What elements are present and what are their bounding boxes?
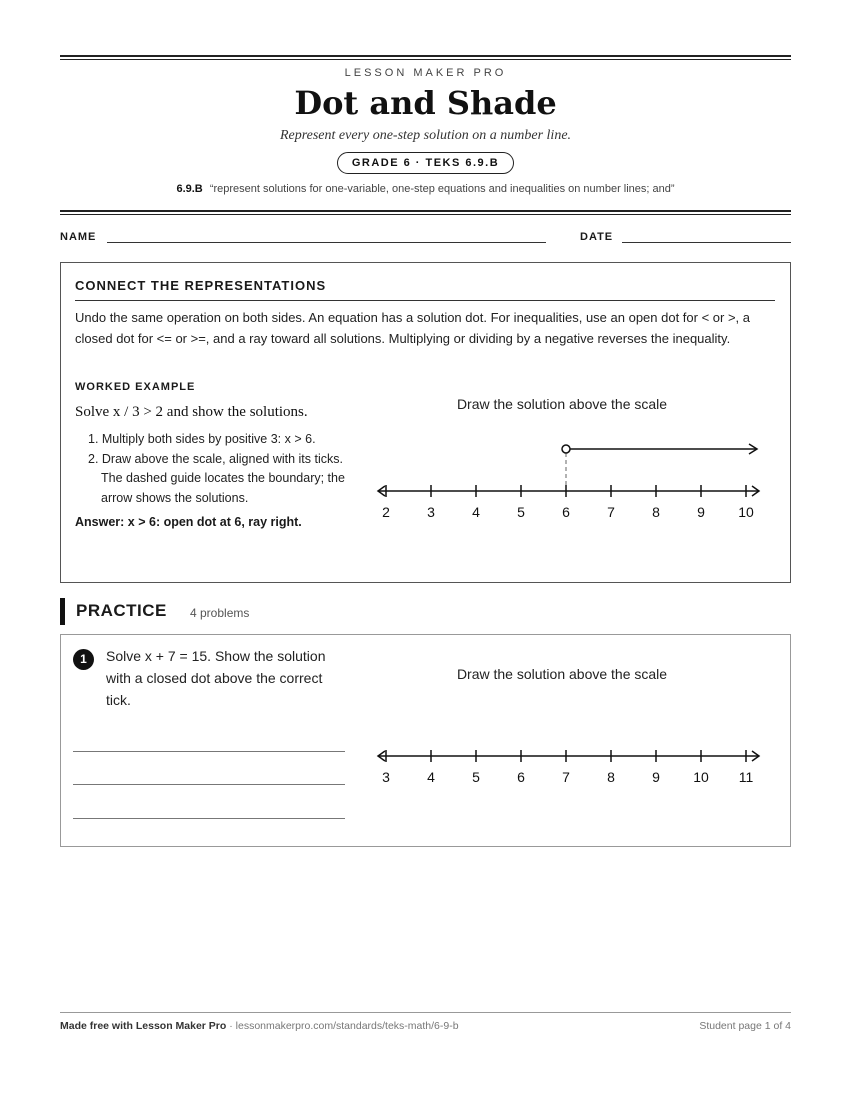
header-double-rule (60, 210, 791, 212)
date-field[interactable] (622, 242, 791, 243)
footer-made-with: Made free with Lesson Maker Pro (60, 1020, 227, 1032)
grade-badge-wrap (60, 152, 791, 174)
connect-heading: CONNECT THE REPRESENTATIONS (75, 278, 327, 293)
number-line-caption: Draw the solution above the scale (456, 396, 668, 412)
number-line-tick-label: 3 (427, 504, 435, 520)
problem-number-line[interactable] (366, 653, 776, 803)
worked-example-prompt: Solve x / 3 > 2 and show the solutions. (75, 404, 308, 420)
number-line-tick-label: 11 (738, 769, 754, 785)
number-line-tick-label: 8 (652, 504, 660, 520)
standard-text: “represent solutions for one-variable, one-step equations and inequalities on number lines; and” (209, 183, 675, 195)
footer-credit (60, 1020, 459, 1032)
worked-example-label: WORKED EXAMPLE (75, 381, 196, 393)
answer-line[interactable] (73, 751, 345, 752)
problem-number: 1 (73, 649, 94, 670)
connect-divider (75, 300, 775, 301)
practice-accent-bar (60, 598, 65, 625)
number-line-tick-label: 8 (607, 769, 615, 785)
problem-card (60, 634, 791, 847)
number-line-tick-label: 7 (562, 769, 570, 785)
worked-example-number-line (366, 383, 776, 533)
number-line-tick-label: 7 (607, 504, 615, 520)
number-line-tick-label: 5 (472, 769, 480, 785)
date-label: DATE (580, 231, 614, 243)
page-title: Dot and Shade (294, 84, 557, 122)
open-dot (562, 445, 570, 453)
number-line-tick-label: 10 (738, 504, 754, 520)
top-double-rule (60, 55, 791, 57)
footer-divider (60, 1012, 791, 1013)
worked-step: 1. Multiply both sides by positive 3: x > 6. (88, 432, 316, 446)
worked-example-answer: Answer: x > 6: open dot at 6, ray right. (75, 515, 302, 529)
answer-line[interactable] (73, 818, 345, 819)
number-line-tick-label: 5 (517, 504, 525, 520)
number-line-tick-label: 10 (693, 769, 709, 785)
practice-heading: PRACTICE (76, 601, 167, 620)
answer-line[interactable] (73, 784, 345, 785)
standard-code: 6.9.B (176, 183, 203, 195)
connect-body: Undo the same operation on both sides. An equation has a solution dot. For inequalities, use an open dot for < or >, a closed dot for <= or >=, and a ray toward all solutions. Multiplying or dividing by a negative reverses the inequality. (75, 310, 751, 346)
problem-text: Solve x + 7 = 15. Show the solution with a closed dot above the correct tick. (106, 648, 326, 708)
footer-page-number: Student page 1 of 4 (699, 1020, 791, 1032)
practice-count: 4 problems (190, 606, 250, 620)
number-line-tick-label: 4 (472, 504, 480, 520)
worked-example-steps (75, 430, 355, 508)
number-line-tick-label: 9 (652, 769, 660, 785)
number-line-tick-label: 9 (697, 504, 705, 520)
standard-line (60, 183, 791, 195)
number-line-tick-label: 3 (382, 769, 390, 785)
connect-representations-box (60, 262, 791, 583)
worked-step: 2. Draw above the scale, aligned with its ticks. The dashed guide locates the boundary; the arrow shows the solutions. (88, 451, 345, 505)
number-line-tick-label: 2 (382, 504, 390, 520)
number-line-tick-label: 4 (427, 769, 435, 785)
name-label: NAME (60, 231, 97, 243)
footer-url[interactable]: · lessonmakerpro.com/standards/teks-math/6-9-b (226, 1020, 459, 1032)
brand-name: LESSON MAKER PRO (344, 67, 507, 79)
number-line-tick-label: 6 (562, 504, 570, 520)
name-field[interactable] (107, 242, 546, 243)
page-subtitle: Represent every one-step solution on a number line. (279, 128, 572, 143)
number-line-caption: Draw the solution above the scale (456, 666, 668, 682)
number-line-tick-label: 6 (517, 769, 525, 785)
grade-badge: GRADE 6 · TEKS 6.9.B (337, 152, 514, 174)
